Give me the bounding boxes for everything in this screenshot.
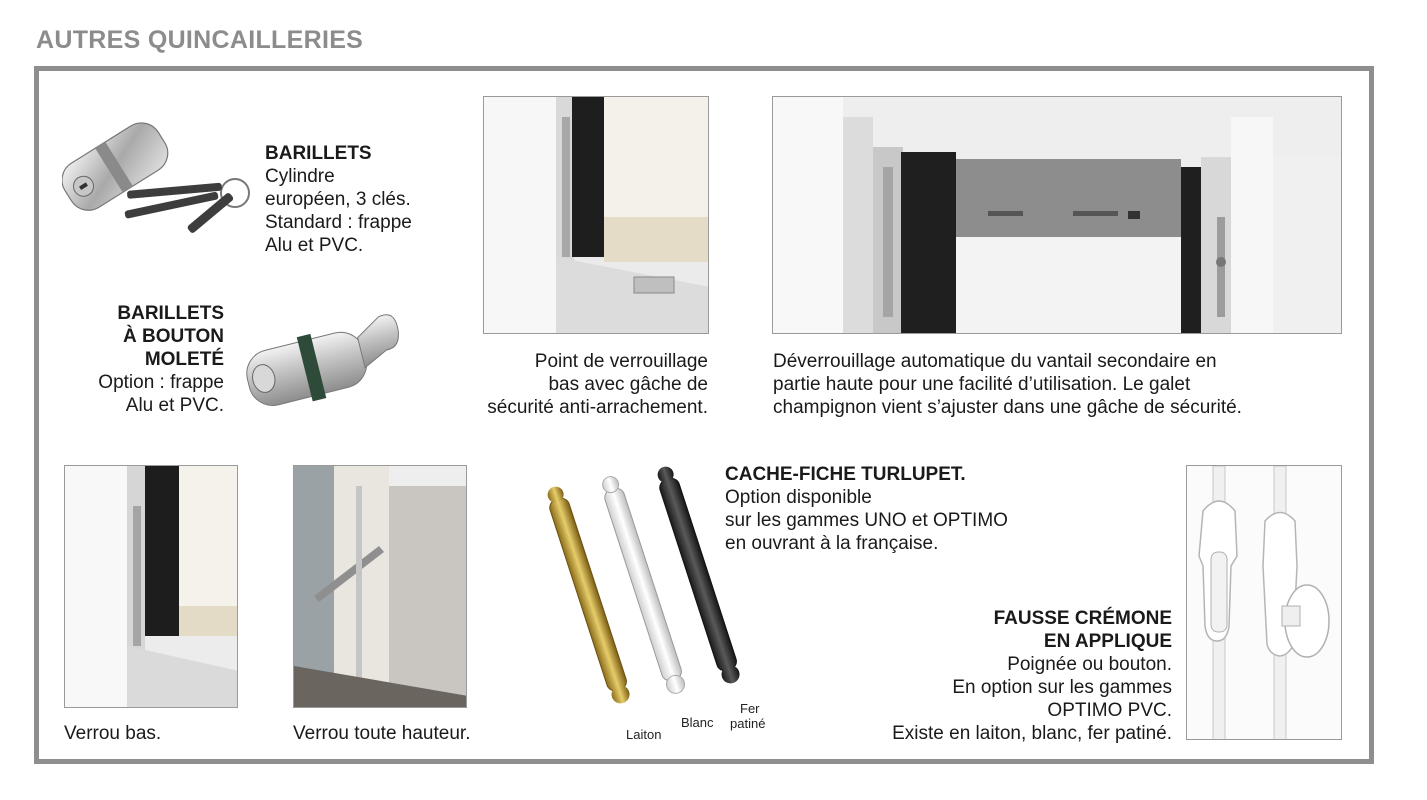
cache-fiche-title: CACHE-FICHE TURLUPET.: [725, 464, 966, 485]
barillets-bouton-title: BARILLETS: [117, 303, 224, 324]
verrou-toute-hauteur-caption: Verrou toute hauteur.: [293, 723, 471, 744]
barillet-bouton-image: [236, 292, 406, 420]
cache-fiche-line: Option disponible: [725, 487, 872, 508]
fausse-cremone-line: OPTIMO PVC.: [1047, 700, 1172, 721]
finish-patine: patiné: [730, 716, 766, 731]
cache-fiche-line: sur les gammes UNO et OPTIMO: [725, 510, 1008, 531]
caption-line: sécurité anti-arrachement.: [487, 397, 708, 418]
barillets-line: Cylindre: [265, 166, 335, 187]
fausse-cremone-line: En option sur les gammes: [952, 677, 1172, 698]
point-verrouillage-photo: [483, 96, 709, 334]
verrou-toute-hauteur-photo: [293, 465, 467, 708]
barillets-bouton-title: À BOUTON: [123, 326, 224, 347]
fausse-cremone-title: EN APPLIQUE: [1043, 631, 1172, 652]
verrou-bas-photo: [64, 465, 238, 708]
fausse-cremone-description: [820, 607, 1172, 745]
caption-line: Déverrouillage automatique du vantail secondaire en: [773, 351, 1217, 372]
fausse-cremone-line: Existe en laiton, blanc, fer patiné.: [892, 723, 1172, 744]
barillet-image: [62, 95, 252, 255]
section-title: AUTRES QUINCAILLERIES: [36, 26, 364, 54]
deverrouillage-caption: [773, 350, 1242, 419]
caption-line: partie haute pour une facilité d’utilisation. Le galet: [773, 374, 1191, 395]
cache-fiche-line: en ouvrant à la française.: [725, 533, 939, 554]
barillets-bouton-line: Option : frappe: [98, 372, 224, 393]
verrou-bas-caption: Verrou bas.: [64, 723, 162, 744]
barillets-line: européen, 3 clés.: [265, 189, 411, 210]
fausse-cremone-line: Poignée ou bouton.: [1007, 654, 1172, 675]
barillets-title: BARILLETS: [265, 143, 372, 164]
caption-line: bas avec gâche de: [548, 374, 708, 395]
barillets-line: Alu et PVC.: [265, 235, 364, 256]
point-verrouillage-caption: [420, 350, 708, 419]
barillets-bouton-title: MOLETÉ: [144, 349, 224, 370]
barillets-description: [265, 142, 412, 257]
barillets-bouton-description: [50, 302, 224, 417]
finish-blanc: Blanc: [681, 715, 714, 730]
finish-laiton: Laiton: [626, 727, 662, 742]
barillets-line: Standard : frappe: [265, 212, 412, 233]
deverrouillage-photo: [772, 96, 1342, 334]
fausse-cremone-photo: [1186, 465, 1342, 740]
caption-line: champignon vient s’ajuster dans une gâche de sécurité.: [773, 397, 1242, 418]
cache-fiche-description: [725, 463, 1008, 555]
fausse-cremone-title: FAUSSE CRÉMONE: [993, 608, 1172, 629]
finish-fer: Fer: [740, 701, 760, 716]
barillets-bouton-line: Alu et PVC.: [125, 395, 224, 416]
caption-line: Point de verrouillage: [534, 351, 708, 372]
